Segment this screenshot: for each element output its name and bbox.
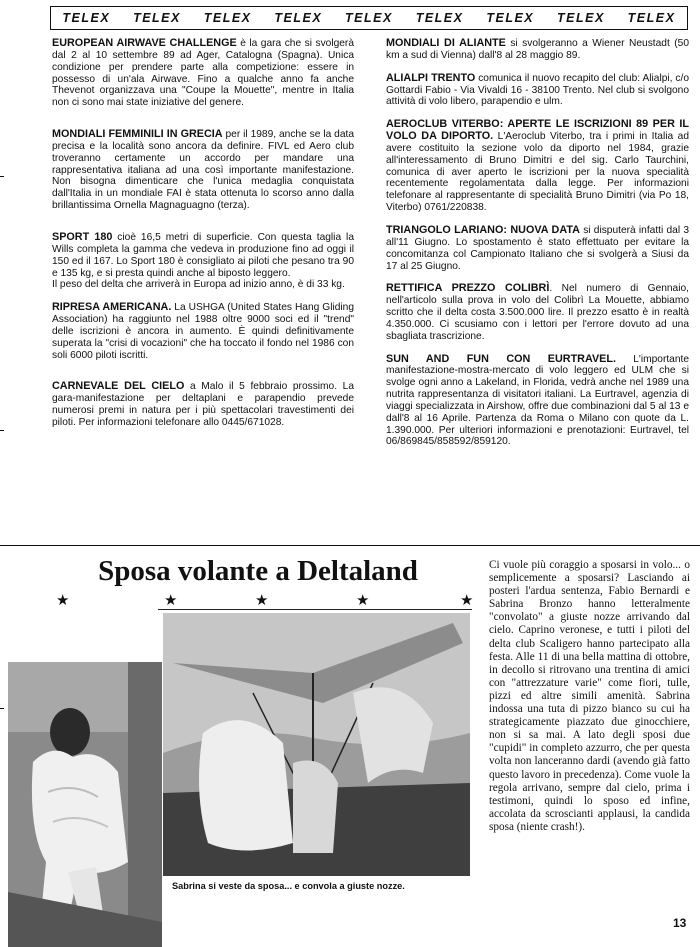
telex-word: TELEX [203, 11, 252, 25]
news-column-right [386, 38, 689, 459]
telex-word: TELEX [345, 11, 393, 25]
news-item [386, 38, 689, 62]
news-headline: SPORT 180 [52, 230, 113, 243]
news-item [52, 129, 354, 212]
news-headline: EUROPEAN AIRWAVE CHALLENGE [52, 37, 237, 49]
news-body: cioè 16,5 metri di superficie. Con questa taglia la Wills completa la gamma che vedeva in produzione fino ad oggi il 150 ed il 167. Lo Sport 180 è consigliato ai piloti che pesano tra 90 e 135 kg, e si presta quindi anche al biposto leggero. [52, 231, 354, 279]
news-body: si svolgeranno a Wiener Neustadt (50 km a sud di Vienna) dall'8 al 28 maggio 89. [386, 38, 690, 61]
news-body: per il 1989, anche se la data precisa e la località sono ancora da definire. FIVL ed Aero club troveranno certamente un accordo per mandare una rappresentativa italiana ad una così importante manifestazione. Non bisogna dimenticare che l'unica medaglia conquistata dall'Italia in un mondiale FAI è stata ottenuta lo scorso anno dalla brillantissima Ornella Magnaguagno (terza). [52, 129, 354, 212]
bride-dressing-photo [8, 662, 162, 947]
feature-story: Ci vuole più coraggio a sposarsi in volo... o semplicemente a sposarsi? Lasciando ai posteri l'ardua sentenza, Fabio Bernardi e Sabrina Bronzo hanno letteralmente "convolato" a giuste nozze arrivando dal cielo. Caprino veronese, e tutti i piloti del delta club Scaligero hanno partecipato alla festa. Alle 11 di una bella mattina di ottobre, in decollo si ritrovano una trentina di amici con "attrezzature varie" come fiori, tulle, pizzi ed altre simili amenità. Sabrina indossa una tuta di pizzo bianco su cui ha strategicamente piazzato due ginocchiere, non si sa mai. A lato degli sposi due "cupidi" in completo azzurro, che per questa volta non lanceranno dardi (avendo già fatto questo lavoro in precedenza). Come vuole la regola arrivano, sempre dal cielo, prima i testimoni, quindi lo sposo ed infine, accolata da scroscianti applausi, la candida sposa (niente crash!). [489, 559, 690, 833]
news-item [386, 73, 689, 109]
margin-mark [0, 708, 4, 709]
news-body: L'importante manifestazione-mostra-mercato di volo leggero ed ULM che si svolge ogni anno a Lakeland, in Florida, vedrà anche nel 1989 una nutrita rappresentanza di visitatori italiani. La Eurtravel, agenzia di viaggi specializzata in Airshow, offre due combinazioni dal 5 al 13 e dall'8 al 16 Aprile. Partenza da Roma o Milano con quote da L. 1.390.000. Per ulteriori informazioni e prenotazioni: Eurtravel, tel 06/869845/858592/859120. [386, 353, 689, 448]
news-headline: RETTIFICA PREZZO COLIBRÌ [386, 282, 550, 295]
news-column-left [52, 38, 354, 440]
news-body: è la gara che si svolgerà dal 2 al 10 settembre 89 ad Ager, Catalogna (Spagna). Unica condizione per prendere parte alla competizione: essere in possesso di un'ala Airwave. Fino a qualche anno fa anche Thevenot organizzava una "Coupe la Mouette", mentre in Italia non ci sono mai state iniziative del genere. [52, 38, 354, 109]
news-headline: TRIANGOLO LARIANO: NUOVA DATA [386, 223, 580, 236]
telex-banner [50, 6, 688, 30]
margin-mark [0, 176, 4, 177]
news-item [52, 38, 354, 109]
news-body: si disputerà infatti dal 3 all'11 Giugno. Lo spostamento è stato effettuato per evitare la concomitanza col Campionato Italiano che si svolgerà a Siusi da 17 al 25 Giugno. [386, 224, 690, 272]
news-headline: MONDIALI DI ALIANTE [386, 37, 506, 49]
news-body: La USHGA (United States Hang Gliding Association) ha raggiunto nel 1988 oltre 9000 soci ed il "trend" delle iscrizioni è ancora in aumento. È quindi definitivamente superata la "crisi di vocazioni" che ha toccato il fondo nel 1986 con soli 6000 piloti iscritti. [52, 302, 354, 361]
news-body: L'Aeroclub Viterbo, tra i primi in Italia ad avere costituito la sezione volo da diporto nel 1984, grazie all'interessamento di Bruno Dimitri e del sig. Carlo Taurchini, comunica di aver aperto le iscrizioni per la nuova specialità recentemente regolamentata dalla legge. Per informazioni telefonare al rappresentante di specialità Bruno Dimitri (via Po 18, Viterbo) 0761/220838. [386, 131, 690, 214]
star-icon: ★ [356, 591, 370, 609]
margin-mark [0, 430, 4, 431]
news-headline: RIPRESA AMERICANA. [52, 301, 172, 314]
news-item [52, 302, 354, 361]
star-icon: ★ [56, 591, 70, 609]
news-headline: MONDIALI FEMMINILI IN GRECIA [52, 128, 223, 141]
news-item [386, 283, 689, 342]
news-item [386, 354, 689, 449]
bride-landing-photo [163, 613, 470, 876]
news-body: Il peso del delta che arriverà in Europa ad inizio anno, è di 33 kg. [52, 279, 345, 291]
telex-word: TELEX [133, 11, 181, 25]
news-item [52, 232, 354, 291]
telex-word: TELEX [274, 11, 323, 25]
telex-word: TELEX [557, 11, 605, 25]
section-divider [0, 545, 700, 546]
news-item [386, 119, 689, 214]
telex-word: TELEX [486, 11, 535, 25]
telex-word: TELEX [627, 11, 676, 25]
photo-caption: Sabrina si veste da sposa... e convola a giuste nozze. [172, 881, 405, 891]
star-row [50, 591, 480, 607]
feature-title: Sposa volante a Deltaland [98, 555, 418, 587]
telex-word: TELEX [415, 11, 464, 25]
news-body: a Malo il 5 febbraio prossimo. La gara-manifestazione per deltaplani e parapendio prevede numerosi premi in natura per i più spettacolari travestimenti dei piloti. Per informazioni telefonare allo 0445/671028. [52, 381, 354, 428]
star-icon: ★ [460, 591, 474, 609]
news-headline: AEROCLUB VITERBO: APERTE LE ISCRIZIONI 89 PER IL VOLO DA DIPORTO. [386, 118, 689, 143]
star-icon: ★ [255, 591, 269, 609]
news-body: . Nel numero di Gennaio, nell'articolo sulla prova in volo del Colibrì La Mouette, abbiamo scritto che il delta costa 3.500.000 lire. Il prezzo esatto è in realtà 4.350.000. Ci scusiamo con i lettori per l'errore dovuto ad una sbagliata trascrizione. [386, 283, 689, 342]
star-icon: ★ [164, 591, 178, 609]
page-number: 13 [673, 916, 687, 930]
news-headline: ALIALPI TRENTO [386, 71, 476, 84]
news-item [52, 381, 354, 428]
news-item [386, 225, 689, 272]
news-body: comunica il nuovo recapito del club: Alialpi, c/o Gottardi Fabio - Via Vivaldi 16 - 38100 Trento. Nel club si svolgono attività di volo libero, parapendio e ulm. [386, 72, 689, 108]
news-headline: CARNEVALE DEL CIELO [52, 380, 185, 393]
news-headline: SUN AND FUN CON EURTRAVEL. [386, 352, 616, 365]
telex-word: TELEX [62, 11, 111, 25]
